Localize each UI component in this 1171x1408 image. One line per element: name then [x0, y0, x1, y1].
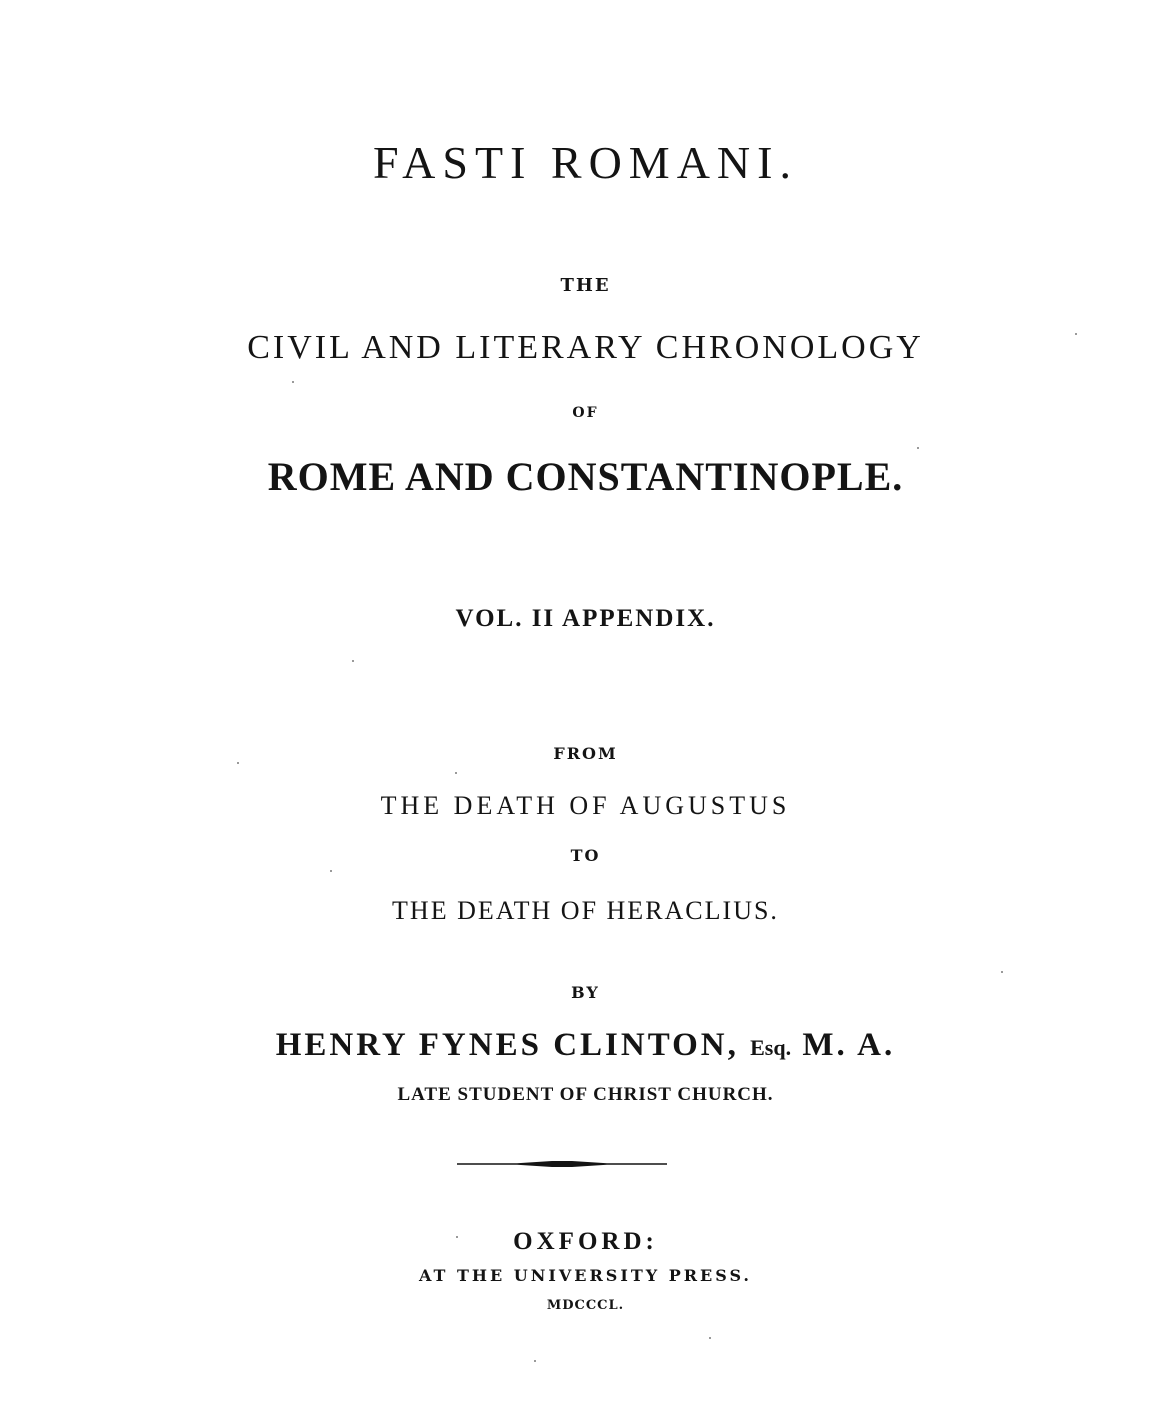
- imprint-publisher: AT THE UNIVERSITY PRESS.: [419, 1266, 752, 1285]
- scan-speck: [237, 762, 239, 764]
- author-honorific: Esq.: [750, 1035, 792, 1060]
- book-title: FASTI ROMANI.: [373, 137, 798, 188]
- subtitle-the: THE: [560, 275, 611, 296]
- ornamental-rule: [457, 1160, 667, 1168]
- imprint-year: MDCCCL.: [546, 1298, 625, 1313]
- period-from-label: FROM: [553, 744, 618, 763]
- scan-speck: [352, 660, 354, 662]
- scan-speck: [330, 870, 332, 872]
- period-end: THE DEATH OF HERACLIUS.: [392, 896, 779, 925]
- subtitle-line-2: ROME AND CONSTANTINOPLE.: [267, 454, 904, 499]
- volume-label: VOL. II APPENDIX.: [455, 605, 716, 632]
- period-to-label: TO: [570, 846, 601, 865]
- scan-speck: [456, 1236, 458, 1238]
- scan-speck: [534, 1360, 536, 1362]
- scan-speck: [1001, 971, 1003, 973]
- scan-speck: [709, 1337, 711, 1339]
- scan-speck: [455, 772, 457, 774]
- author-description: LATE STUDENT OF CHRIST CHURCH.: [397, 1084, 774, 1105]
- scan-speck: [292, 381, 294, 383]
- imprint-place: OXFORD:: [513, 1228, 658, 1255]
- author-line: [0, 1029, 1171, 1062]
- scan-speck: [917, 447, 919, 449]
- subtitle-line-1: CIVIL AND LITERARY CHRONOLOGY: [247, 329, 924, 366]
- author-name: HENRY FYNES CLINTON,: [275, 1027, 739, 1063]
- subtitle-of: OF: [572, 405, 599, 421]
- author-degree: M. A.: [802, 1027, 896, 1063]
- author-by-label: BY: [571, 983, 600, 1002]
- scan-speck: [1075, 333, 1077, 335]
- period-start: THE DEATH OF AUGUSTUS: [380, 791, 791, 820]
